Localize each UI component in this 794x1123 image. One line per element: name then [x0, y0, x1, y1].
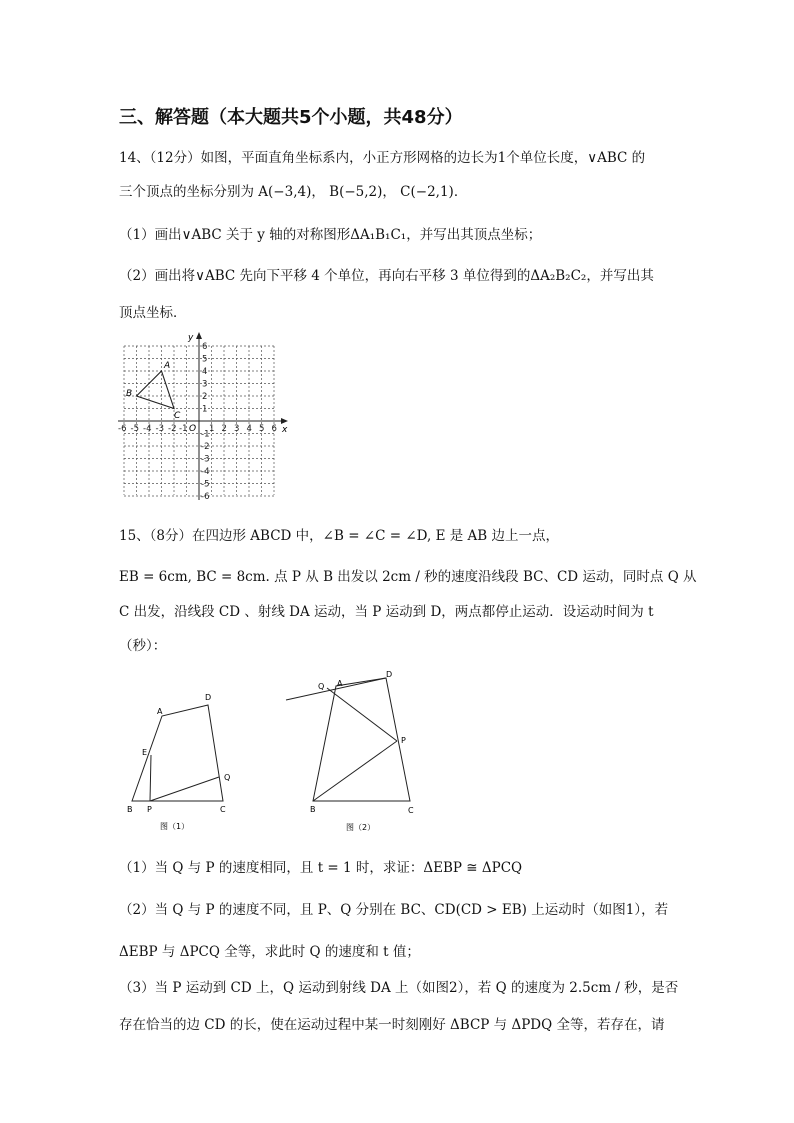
segment-bp [313, 741, 397, 801]
y-tick: 4 [202, 367, 208, 377]
point-b-label: B [126, 389, 133, 399]
triangle-abc [137, 371, 175, 409]
x-axis-label: x [282, 425, 288, 435]
fig2-label-d: D [386, 670, 393, 679]
q15-line4: （秒）： [119, 638, 167, 654]
y-tick: -1 [201, 429, 210, 440]
q14-part2a: （2）画出将∨ABC 先向下平移 4 个单位，再向右平移 3 单位得到的ΔA₂B₂C₂，并写出其 [119, 268, 654, 284]
q15-part2a: （2）当 Q 与 P 的速度不同，且 P、Q 分别在 BC、CD(CD > EB) 上运动时（如图1），若 [119, 902, 669, 918]
y-tick: 5 [202, 354, 208, 365]
fig2-label-a: A [337, 679, 343, 688]
fig1-label-c: C [220, 805, 226, 814]
q15-figure-1 [118, 685, 248, 835]
segment-ep [150, 755, 151, 801]
x-tick: 6 [271, 424, 277, 434]
point-a-label: A [164, 361, 171, 371]
x-tick: 4 [246, 424, 252, 434]
fig1-label-p: P [147, 805, 152, 814]
fig2-caption: 图（2） [346, 823, 376, 832]
q15-line2: EB = 6cm, BC = 8cm. 点 P 从 B 出发以 2cm / 秒的速度沿线段 BC、CD 运动，同时点 Q 从 [119, 569, 697, 585]
y-tick: -4 [201, 467, 210, 477]
fig1-label-d: D [205, 693, 212, 702]
q15-part3b: 存在恰当的边 CD 的长，使在运动过程中某一时刻刚好 ΔBCP 与 ΔPDQ 全等，若存在，请 [119, 1017, 665, 1033]
q15-figure-2 [280, 668, 430, 838]
segment-pq [327, 688, 397, 741]
fig1-label-e: E [142, 748, 148, 757]
x-tick: -6 [118, 424, 127, 434]
x-tick-labels [118, 424, 277, 434]
y-tick: 3 [202, 379, 208, 390]
x-tick: 5 [259, 424, 265, 434]
q15-line3: C 出发，沿线段 CD 、射线 DA 运动，当 P 运动到 D，两点都停止运动．设运动时间为 t [119, 604, 654, 620]
q14-part2b: 顶点坐标． [119, 305, 187, 321]
ray-da [286, 678, 386, 700]
fig1-caption: 图（1） [160, 822, 190, 831]
origin-label: O [189, 424, 197, 434]
y-axis-arrow [196, 332, 202, 339]
y-tick: 6 [202, 342, 208, 352]
q14-line1: 14、（12分）如图，平面直角坐标系内，小正方形网格的边长为1个单位长度，∨ABC 的 [119, 150, 646, 166]
y-tick: 2 [202, 392, 208, 402]
point-c-label: C [174, 411, 181, 421]
x-tick: -1 [179, 424, 188, 434]
x-tick: 2 [221, 424, 227, 434]
fig2-label-b: B [310, 805, 316, 814]
y-tick: -5 [201, 479, 210, 490]
x-tick: -3 [155, 424, 164, 434]
fig2-label-c: C [408, 806, 414, 815]
y-tick: 1 [202, 404, 208, 415]
fig1-label-q: Q [224, 773, 231, 782]
q14-part1: （1）画出∨ABC 关于 y 轴的对称图形ΔA₁B₁C₁，并写出其顶点坐标； [119, 227, 542, 243]
y-tick: -6 [201, 492, 210, 502]
x-tick: -4 [143, 424, 152, 434]
fig2-label-q: Q [318, 682, 325, 691]
q14-coordinate-graph [116, 330, 296, 502]
fig2-label-p: P [401, 736, 406, 745]
x-tick: -5 [130, 424, 139, 434]
x-tick: -2 [168, 424, 177, 434]
x-axis-arrow [281, 418, 288, 424]
segment-pq [150, 777, 219, 801]
q15-part3a: （3）当 P 运动到 CD 上，Q 运动到射线 DA 上（如图2），若 Q 的速度为 2.5cm / 秒，是否 [119, 980, 679, 996]
q15-part1: （1）当 Q 与 P 的速度相同，且 t = 1 时，求证：ΔEBP ≅ ΔPCQ [119, 860, 523, 876]
y-tick: -2 [201, 442, 210, 452]
q14-line2: 三个顶点的坐标分别为 A(−3,4)， B(−5,2)， C(−2,1)． [119, 184, 468, 200]
y-tick-labels [201, 342, 209, 502]
q15-part2b: ΔEBP 与 ΔPCQ 全等，求此时 Q 的速度和 t 值； [119, 944, 420, 960]
x-tick: 1 [209, 424, 215, 434]
y-axis-label: y [188, 333, 194, 343]
y-tick: -3 [201, 454, 210, 465]
fig1-label-b: B [127, 805, 133, 814]
x-tick: 3 [234, 424, 240, 434]
fig1-label-a: A [157, 707, 163, 716]
section-title: 三、解答题（本大题共5个小题，共48分） [119, 107, 463, 128]
q15-line1: 15、（8分）在四边形 ABCD 中，∠B = ∠C = ∠D, E 是 AB 边上一点， [119, 528, 559, 544]
